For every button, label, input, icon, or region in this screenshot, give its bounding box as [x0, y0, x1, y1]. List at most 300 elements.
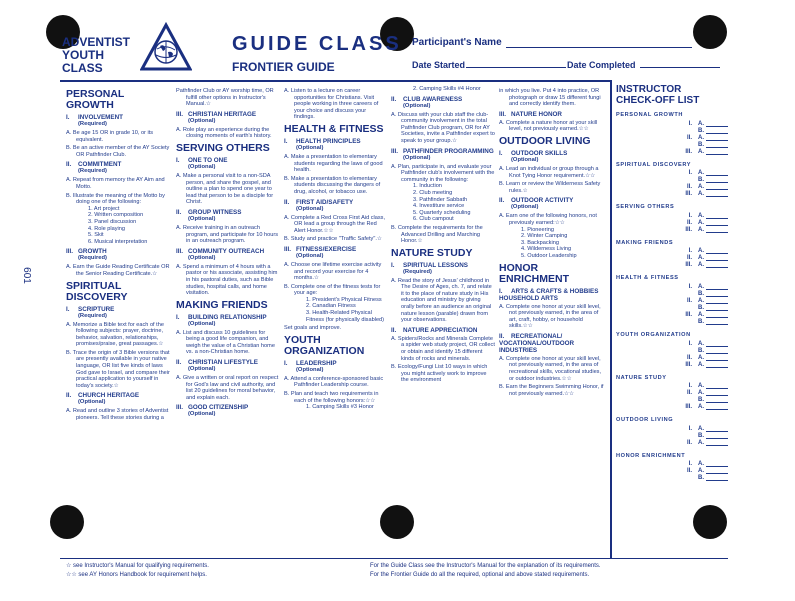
requirement-detail: A. Read the story of Jesus' childhood in The Desire of Ages, ch. 7, and relate it to the place of nature study in His education and ministry by giving orally before an audience an original nature lesson (parable) drawn from your observations. — [391, 277, 492, 324]
checkoff-letter: B. — [698, 304, 704, 311]
checkoff-row — [616, 213, 728, 220]
section-heading: HEALTH & FITNESS — [284, 122, 384, 135]
requirement-status: (Optional) — [188, 163, 216, 170]
requirement-list-item: 5. Quarterly scheduling — [413, 209, 471, 216]
checkoff-blank[interactable] — [706, 128, 728, 134]
checkoff-letter: A. — [698, 354, 704, 361]
requirement-list-item: 6. Club campout — [413, 216, 454, 223]
requirement-number: I. — [284, 137, 288, 145]
requirement-list-item: 3. Pathfinder Sabbath — [413, 196, 468, 203]
requirement-number: III. — [176, 247, 183, 255]
requirement-detail: A. Make a personal visit to a non-SDA person, and share the gospel, and outline a plan to spend one year to lead that person to be a disciple for Christ. — [176, 172, 274, 206]
requirement-heading — [176, 209, 280, 216]
requirement-number: I. — [66, 305, 70, 313]
requirement-detail: A. Give a written or oral report on respect for God's law and civil authority, and list 20 guidelines for moral behavior, and explain each. — [176, 375, 279, 401]
instructor-checkoff-list — [616, 84, 728, 482]
requirement-title: SPIRITUAL LESSONS — [403, 261, 468, 269]
date-started-field[interactable] — [466, 67, 566, 68]
checkoff-blank[interactable] — [706, 362, 728, 368]
text-line: A. Listen to a lecture on career opportunities for Christians. Visit people working in three careers of your choice and discuss your findings. — [284, 88, 379, 121]
requirement-detail: A. Memorize a Bible text for each of the following subjects: prayer, doctrine, behavior, salvation, relationships, promises/praise, great passages.☆ — [66, 321, 164, 348]
binder-hole — [693, 505, 727, 539]
checkoff-letter: A. — [698, 425, 704, 432]
column-nature-outdoor-honor — [499, 86, 605, 397]
requirement-detail: A. Discuss with your club staff the club-community involvement in the total Pathfinder Club program, OR for AY Societies, invite a Pathfinder expert to speak to your group.☆ — [391, 111, 495, 144]
requirement-detail: A. Repeat from memory the AY Aim and Motto. — [66, 177, 165, 190]
requirement-heading — [66, 392, 170, 399]
footer-note-instructor: ☆ see Instructor's Manual for qualifying requirements. — [66, 563, 209, 569]
checkoff-letter: A. — [698, 468, 704, 475]
requirement-title: LEADERSHIP — [296, 359, 337, 367]
checkoff-section-heading: OUTDOOR LIVING — [616, 417, 674, 424]
binder-hole — [50, 505, 84, 539]
checkoff-roman: II. — [686, 184, 692, 191]
checkoff-blank[interactable] — [706, 121, 728, 127]
checkoff-row — [616, 341, 728, 348]
checkoff-roman — [678, 475, 692, 482]
requirement-detail: B. Plan and teach two requirements in each of the following honors:☆☆ — [284, 391, 379, 404]
requirement-number: I. — [66, 114, 70, 121]
org-line: YOUTH — [62, 48, 104, 62]
checkoff-roman: III. — [685, 191, 692, 198]
requirement-detail: A. Receive training in an outreach program, and participate for 10 hours in an outreach program. — [176, 224, 279, 245]
requirement-heading — [391, 262, 495, 269]
checkoff-row — [616, 191, 728, 198]
requirement-detail: A. Complete one honor at your skill level, not previously earned, in the area of art, craft, hobby, or household skills.☆☆ — [499, 303, 601, 330]
footer-note-frontier: For the Frontier Guide do all the required, optional and above stated requirements. — [370, 572, 590, 578]
checkoff-letter: B. — [698, 347, 704, 354]
checkoff-roman: II. — [686, 134, 692, 141]
checkoff-row — [616, 319, 728, 326]
checkoff-blank[interactable] — [706, 170, 728, 176]
requirement-list-item: 3. Backpacking — [521, 239, 559, 246]
checkoff-letter: B. — [698, 397, 704, 404]
requirement-number: III. — [391, 147, 398, 155]
checkoff-blank[interactable] — [706, 248, 728, 254]
requirement-detail: B. Be an active member of the AY Society OR Pathfinder Club. — [66, 145, 170, 158]
requirement-list-item: 2. Written composition — [88, 212, 144, 219]
requirement-title: GROUP WITNESS — [188, 208, 242, 216]
requirement-heading — [66, 248, 170, 255]
checkoff-row — [616, 440, 728, 447]
checkoff-row — [616, 383, 728, 390]
requirement-title: INVOLVEMENT — [78, 114, 124, 121]
checkoff-blank[interactable] — [706, 191, 728, 197]
checkoff-title: INSTRUCTOR — [616, 84, 682, 95]
requirement-title: ARTS & CRAFTS & HOBBIES HOUSEHOLD ARTS — [499, 287, 599, 302]
requirement-title: CHRISTIAN HERITAGE — [188, 110, 257, 118]
page-subtitle: FRONTIER GUIDE — [232, 60, 335, 74]
checkoff-row — [616, 227, 728, 234]
checkoff-roman — [678, 291, 692, 298]
checkoff-letter: A. — [698, 248, 704, 255]
checkoff-row — [616, 135, 728, 142]
checkoff-blank[interactable] — [706, 319, 728, 325]
checkoff-row — [616, 184, 728, 191]
checkoff-divider — [610, 80, 612, 558]
checkoff-row — [616, 390, 728, 397]
checkoff-letter: B. — [698, 177, 704, 184]
checkoff-roman: I. — [688, 425, 692, 432]
page-number: 601 — [20, 267, 32, 284]
checkoff-letter: B. — [698, 432, 704, 439]
checkoff-row — [616, 305, 728, 312]
requirement-detail: A. Complete a nature honor at your skill level, not previously earned.☆☆ — [499, 119, 598, 133]
checkoff-letter: A. — [698, 226, 704, 233]
checkoff-row — [616, 298, 728, 305]
requirement-heading — [176, 314, 280, 321]
checkoff-blank[interactable] — [706, 291, 728, 297]
checkoff-blank[interactable] — [706, 220, 728, 226]
requirement-list-item: 1. Camping Skills #3 Honor — [306, 404, 374, 411]
checkoff-blank[interactable] — [706, 475, 728, 481]
requirement-status: (Optional) — [296, 252, 324, 259]
checkoff-row — [616, 468, 728, 475]
requirement-status: (Optional) — [188, 117, 216, 124]
page-title: GUIDE CLASS — [232, 33, 402, 55]
checkoff-letter: B. — [698, 290, 704, 297]
checkoff-section-heading: HONOR ENRICHMENT — [616, 452, 686, 459]
checkoff-letter: A. — [698, 262, 704, 269]
checkoff-letter: A. — [698, 297, 704, 304]
checkoff-letter: A. — [698, 184, 704, 191]
checkoff-row — [616, 404, 728, 411]
requirement-list-item: 2. Club meeting — [413, 189, 453, 196]
checkoff-blank[interactable] — [706, 255, 728, 261]
requirement-title: FITNESS/EXERCISE — [296, 245, 357, 253]
checkoff-roman: III. — [685, 148, 692, 155]
text-line: Pathfinder Club or AY worship time, OR fulfill other options in Instructor's Manual.☆ — [176, 88, 274, 108]
checkoff-blank[interactable] — [706, 397, 728, 403]
checkoff-roman: III. — [685, 262, 692, 269]
checkoff-roman: II. — [686, 297, 692, 304]
checkoff-blank[interactable] — [706, 262, 728, 268]
checkoff-letter: A. — [698, 170, 704, 177]
requirement-heading — [391, 96, 495, 103]
requirement-status: (Optional) — [296, 205, 324, 212]
checkoff-letter: B. — [698, 475, 704, 482]
requirement-detail: B. Complete one of the fitness tests for your age: — [284, 283, 381, 297]
checkoff-row — [616, 433, 728, 440]
checkoff-roman: I. — [688, 248, 692, 255]
requirement-number: I. — [284, 359, 288, 367]
requirement-detail: B. Illustrate the meaning of the Motto by doing one of the following: — [66, 192, 165, 206]
requirement-number: II. — [66, 161, 72, 169]
checkoff-row — [616, 362, 728, 369]
requirement-status: (Optional) — [403, 154, 431, 161]
requirement-title: BUILDING RELATIONSHIP — [188, 313, 267, 321]
checkoff-row — [616, 348, 728, 355]
requirement-title: NATURE APPRECIATION — [403, 326, 478, 334]
checkoff-blank[interactable] — [706, 135, 728, 141]
requirement-title: ONE TO ONE — [188, 156, 228, 164]
checkoff-row — [616, 426, 728, 433]
requirement-number: II. — [391, 95, 397, 103]
requirement-heading — [66, 306, 170, 313]
checkoff-roman: II. — [686, 219, 692, 226]
checkoff-blank[interactable] — [706, 305, 728, 311]
section-heading: SPIRITUAL DISCOVERY — [66, 279, 128, 303]
org-name — [62, 36, 130, 75]
checkoff-roman: I. — [688, 120, 692, 127]
checkoff-roman — [678, 319, 692, 326]
checkoff-row — [616, 397, 728, 404]
requirement-status: (Required) — [78, 255, 107, 262]
checkoff-letter: A. — [698, 148, 704, 155]
requirement-number: II. — [176, 208, 182, 216]
checkoff-blank[interactable] — [706, 440, 728, 446]
checkoff-blank[interactable] — [706, 312, 728, 318]
checkoff-roman: III. — [685, 311, 692, 318]
checkoff-section-heading: NATURE STUDY — [616, 374, 667, 381]
requirement-status: (Optional) — [403, 102, 431, 109]
checkoff-row — [616, 248, 728, 255]
requirement-status: (Required) — [403, 268, 432, 275]
section-heading: PERSONAL GROWTH — [66, 88, 125, 111]
requirement-detail: B. Complete the requirements for the Advanced Drilling and Marching Honor.☆ — [391, 224, 483, 245]
requirement-list-item: 4. Wilderness Living — [521, 246, 572, 253]
requirement-detail: A. Earn one of the following honors, not previously earned:☆☆ — [499, 213, 597, 226]
checkoff-letter: A. — [698, 361, 704, 368]
checkoff-blank[interactable] — [706, 149, 728, 155]
requirement-detail: A. Earn the Guide Reading Certificate OR the Senior Reading Certificate.☆ — [66, 264, 170, 277]
checkoff-roman — [678, 177, 692, 184]
requirement-detail: B. Study and practice "Traffic Safety".☆ — [284, 236, 382, 243]
requirement-detail: A. Read and outline 3 stories of Adventist pioneers. Tell these stories during a — [66, 408, 169, 422]
requirement-heading — [499, 333, 605, 354]
participant-name-field[interactable] — [506, 47, 692, 48]
requirement-detail: Set goals and improve. — [284, 325, 342, 332]
requirement-title: PATHFINDER PROGRAMMING — [403, 147, 494, 155]
requirement-number: I. — [176, 156, 180, 164]
requirement-status: (Optional) — [188, 254, 216, 261]
requirement-title: CHRISTIAN LIFESTYLE — [188, 359, 258, 367]
checkoff-roman — [678, 142, 692, 149]
requirement-number: II. — [284, 198, 290, 206]
requirement-detail: A. Make a presentation to elementary students regarding the laws of good health. — [284, 153, 383, 174]
checkoff-roman: I. — [688, 170, 692, 177]
requirement-title: OUTDOOR ACTIVITY — [511, 197, 574, 205]
requirement-heading — [176, 359, 280, 366]
section-heading: YOUTH ORGANIZATION — [284, 333, 365, 357]
requirement-number: II. — [391, 326, 397, 334]
requirement-title: GROWTH — [78, 248, 107, 256]
checkoff-roman — [678, 128, 692, 135]
checkoff-roman: II. — [686, 354, 692, 361]
checkoff-blank[interactable] — [706, 298, 728, 304]
requirement-status: (Required) — [78, 168, 107, 175]
requirement-detail: B. Trace the origin of 3 Bible versions that are presently available in your native language, OR list five kinds of laws God gave to Israel, and compare their practical application to yourself in today's society.☆ — [66, 349, 170, 389]
checkoff-blank[interactable] — [706, 227, 728, 233]
requirement-detail: A. Complete one honor at your skill level, not previously earned, in the area of recreational skills, vocational studies, or outdoor industries.☆☆ — [499, 355, 602, 382]
requirement-number: II. — [66, 392, 72, 400]
requirement-number: III. — [176, 110, 183, 118]
checkoff-row — [616, 121, 728, 128]
checkoff-row — [616, 262, 728, 269]
requirement-number: II. — [499, 332, 505, 340]
column-personal-spiritual — [66, 86, 170, 422]
requirement-number: I. — [176, 313, 180, 321]
checkoff-blank[interactable] — [706, 461, 728, 467]
requirement-status: (Optional) — [78, 399, 106, 406]
checkoff-section-heading: PERSONAL GROWTH — [616, 112, 684, 118]
checkoff-blank[interactable] — [706, 468, 728, 474]
section-heading: HONOR ENRICHMENT — [499, 261, 569, 285]
requirement-title: NATURE HONOR — [511, 110, 562, 118]
requirement-detail: A. List and discuss 10 guidelines for being a good life companion, and weigh the value of a Christian home vs. a non-Christian home. — [176, 329, 275, 356]
requirement-list-item: 1. Pioneering — [521, 226, 554, 233]
footer-rule — [60, 558, 728, 559]
checkoff-letter: A. — [698, 461, 704, 468]
section-heading: MAKING FRIENDS — [176, 298, 268, 311]
checkoff-row — [616, 255, 728, 262]
requirement-list-item: 5. Skit — [88, 232, 104, 239]
column-club-nature — [391, 86, 495, 384]
text-line: in which you live. Put 4 into practice, OR photograph or draw 15 different fungi and correctly identify them. — [499, 88, 601, 108]
requirement-detail: B. Make a presentation to elementary students discussing the dangers of drug, alcohol, or tobacco use. — [284, 175, 381, 195]
footer-note-guide-class: For the Guide Class see the Instructor's Manual for the explanation of its requirements. — [370, 563, 601, 569]
checkoff-blank[interactable] — [706, 355, 728, 361]
requirement-heading — [176, 111, 280, 118]
checkoff-letter: B. — [698, 141, 704, 148]
requirement-heading — [66, 161, 170, 168]
requirement-status: (Optional) — [511, 204, 539, 211]
requirement-title: GOOD CITIZENSHIP — [188, 404, 249, 412]
checkoff-blank[interactable] — [706, 348, 728, 354]
checkoff-blank[interactable] — [706, 426, 728, 432]
requirement-detail: A. Spend a minimum of 4 hours with a pastor or his associate, assisting him in his pastoral duties, such as Bible studies, hospital calls, and home visitation. — [176, 263, 278, 297]
requirement-detail: A. Plan, participate in, and evaluate your Pathfinder club's involvement with the community in the following: — [391, 163, 495, 183]
checkoff-roman: II. — [686, 255, 692, 262]
checkoff-row — [616, 355, 728, 362]
section-heading: SERVING OTHERS — [176, 141, 270, 154]
requirement-heading — [284, 138, 388, 145]
checkoff-section-heading: SPIRITUAL DISCOVERY — [616, 161, 692, 168]
checkoff-row — [616, 177, 728, 184]
requirement-title: SCRIPTURE — [78, 305, 115, 313]
requirement-heading — [176, 157, 280, 164]
requirement-title: OUTDOOR SKILLS — [511, 149, 568, 157]
requirement-number: I. — [391, 261, 395, 269]
checkoff-row — [616, 149, 728, 156]
binder-hole — [380, 505, 414, 539]
checkoff-blank[interactable] — [706, 184, 728, 190]
requirement-number: III. — [66, 248, 73, 256]
text-line: 2. Camping Skills #4 Honor — [413, 86, 481, 92]
requirement-status: (Required) — [78, 312, 107, 319]
header-rule — [60, 80, 610, 82]
date-completed-field[interactable] — [640, 67, 720, 68]
date-started-label: Date Started — [412, 60, 466, 70]
requirement-status: (Optional) — [511, 156, 539, 163]
requirement-list-item: 6. Musical interpretation — [88, 238, 148, 245]
checkoff-blank[interactable] — [706, 177, 728, 183]
requirement-number: III. — [499, 110, 506, 118]
requirement-detail: A. Be age 15 OR in grade 10, or its equivalent. — [66, 130, 154, 143]
checkoff-row — [616, 128, 728, 135]
requirement-heading — [499, 150, 605, 157]
checkoff-row — [616, 475, 728, 482]
requirement-number: II. — [176, 359, 182, 367]
requirement-detail: B. Ecology/Fungi List 10 ways in which you might actively work to improve the environment — [391, 364, 488, 384]
checkoff-row — [616, 220, 728, 227]
triangle-globe-logo — [140, 22, 192, 72]
checkoff-roman: I. — [688, 383, 692, 390]
requirement-heading — [499, 288, 605, 302]
requirement-heading — [66, 114, 170, 121]
org-line: CLASS — [62, 61, 103, 75]
checkoff-row — [616, 291, 728, 298]
requirement-title: COMMUNITY OUTREACH — [188, 247, 265, 255]
checkoff-row — [616, 312, 728, 319]
requirement-title: HEALTH PRINCIPLES — [296, 137, 361, 145]
requirement-list-item: 4. Investiture service — [413, 203, 465, 210]
checkoff-blank[interactable] — [706, 341, 728, 347]
checkoff-row — [616, 142, 728, 149]
checkoff-blank[interactable] — [706, 213, 728, 219]
checkoff-letter: A. — [698, 219, 704, 226]
checkoff-blank[interactable] — [706, 390, 728, 396]
checkoff-blank[interactable] — [706, 142, 728, 148]
checkoff-roman: III. — [685, 404, 692, 411]
requirement-list-item: 1. President's Physical Fitness — [306, 296, 382, 303]
checkoff-letter: A. — [698, 283, 704, 290]
column-serving-friends — [176, 86, 280, 418]
checkoff-section-heading: SERVING OTHERS — [616, 204, 675, 211]
checkoff-letter: A. — [698, 120, 704, 127]
requirement-detail: A. Lead an individual or group through a Knot Tying Honor requirement.☆☆ — [499, 165, 599, 179]
requirement-number: III. — [284, 245, 291, 253]
checkoff-letter: A. — [698, 134, 704, 141]
requirement-number: II. — [499, 197, 505, 205]
checkoff-blank[interactable] — [706, 433, 728, 439]
checkoff-roman: I. — [688, 212, 692, 219]
checkoff-roman — [678, 433, 692, 440]
requirement-heading — [499, 111, 605, 118]
checkoff-row — [616, 284, 728, 291]
checkoff-row — [616, 461, 728, 468]
checkoff-roman: I. — [688, 283, 692, 290]
requirement-list-item: 4. Role playing — [88, 225, 126, 232]
requirement-list-item: 3. Health-Related Physical Fitness (for physically disabled) — [306, 310, 385, 323]
requirement-list-item: 2. Winter Camping — [521, 233, 568, 240]
checkoff-roman: III. — [685, 226, 692, 233]
checkoff-blank[interactable] — [706, 383, 728, 389]
requirement-list-item: 1. Art project — [88, 205, 120, 212]
requirement-number: I. — [499, 149, 503, 157]
checkoff-roman: I. — [688, 461, 692, 468]
checkoff-blank[interactable] — [706, 404, 728, 410]
checkoff-blank[interactable] — [706, 284, 728, 290]
checkoff-section-heading: YOUTH ORGANIZATION — [616, 331, 691, 338]
requirement-status: (Required) — [78, 121, 107, 127]
checkoff-roman: II. — [686, 468, 692, 475]
requirement-detail: A. Complete a Red Cross First Aid class, OR lead a group through the Red Alert Honor.☆☆ — [284, 214, 386, 234]
requirement-number: III. — [176, 404, 183, 412]
checkoff-letter: A. — [698, 439, 704, 446]
column-health-youth — [284, 86, 388, 411]
checkoff-letter: A. — [698, 404, 704, 411]
checkoff-row — [616, 170, 728, 177]
requirement-title: RECREATIONAL/ VOCATIONAL/OUTDOOR INDUSTRIES — [499, 332, 575, 354]
requirement-heading — [176, 404, 280, 411]
participant-name-label: Participant's Name — [412, 37, 502, 48]
requirement-title: COMMITMENT — [78, 161, 122, 169]
requirement-status: (Optional) — [188, 366, 216, 373]
requirement-list-item: 2. Canadian Fitness — [306, 303, 356, 310]
checkoff-section-heading: MAKING FRIENDS — [616, 239, 674, 246]
requirement-number: I. — [499, 287, 503, 295]
